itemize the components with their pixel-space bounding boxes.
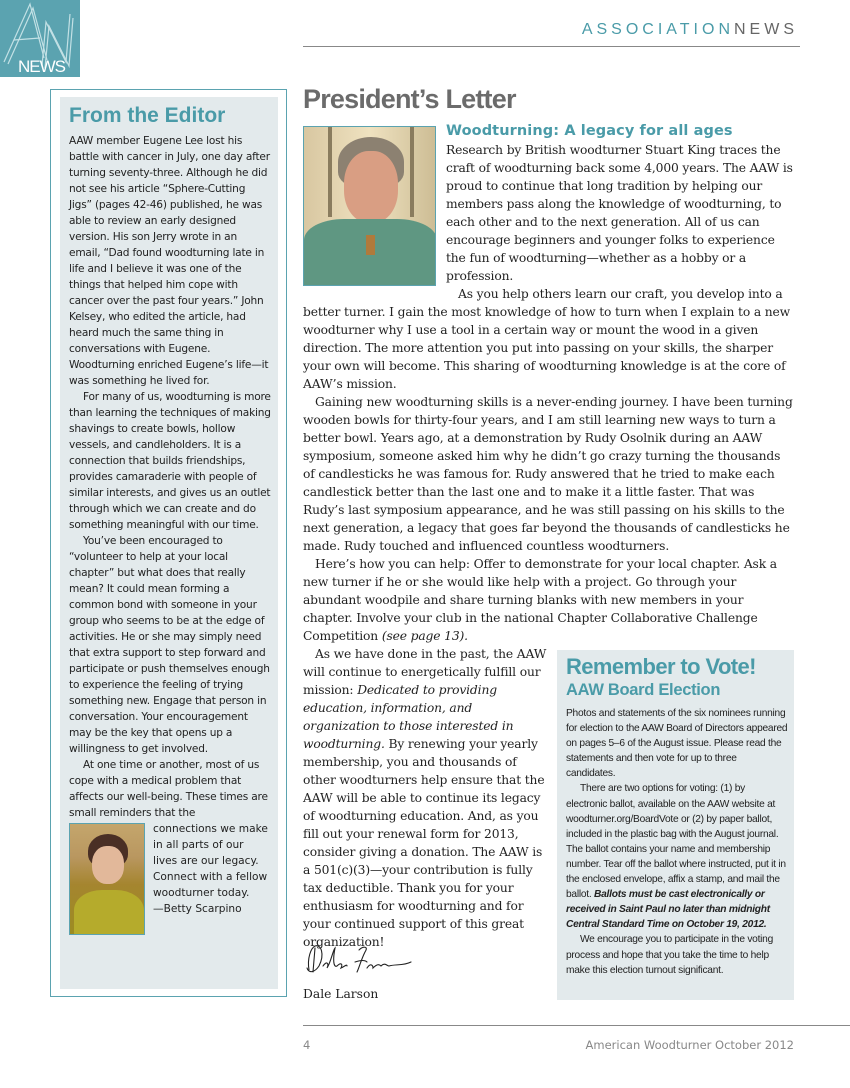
dale-larson-signature — [303, 940, 413, 980]
dale-larson-photo — [303, 126, 436, 286]
letter-paragraph — [303, 555, 795, 645]
page-number: 4 — [303, 1038, 311, 1052]
vote-paragraph — [566, 781, 788, 932]
vote-reminder-box — [557, 650, 794, 1000]
editor-paragraph: At one time or another, most of us cope with a medical problem that affects our well-being. These times are small reminders that the — [69, 759, 268, 819]
mission-rest: By renewing your yearly membership, you and thousands of other woodturners help ensure that the AAW will be able to continue its legacy of woodturning education. And, as you fill out your renewal form for 2013, consider giving a donation. The AAW is a 501(c)(3)—your contribution is fully tax deductible. Thank you for your enthusiasm for woodturning and for your continued support of this great organization! — [303, 737, 545, 949]
logo-news-text: NEWS — [18, 57, 65, 76]
vote-paragraph: We encourage you to participate in the voting process and hope that you take the time to help make this election turnout significant. — [566, 934, 774, 976]
vote-paragraph: Photos and statements of the six nominees running for election to the AAW Board of Directors appeared on pages 5–6 of the August issue. Please read the statements and then vote for up to three candidates. — [566, 708, 788, 780]
page-title: President’s Letter — [303, 84, 516, 114]
ballot-deadline: Ballots must be cast electronically or received in Saint Paul no later than midnight Central Standard Time on October 19, 2012. — [566, 889, 770, 931]
editor-title: From the Editor — [69, 104, 226, 127]
signer-name: Dale Larson — [303, 987, 379, 1001]
letter-paragraph: Gaining new woodturning skills is a never-ending journey. I have been turning wooden bowls for thirty-four years, and I am still learning new ways to turn a better bowl. Years ago, at a demonstration by Rudy Osolnik during an AAW symposium, someone asked him why he didn’t go crazy turning the thousands of candlesticks he was famous for. Rudy answered that he tried to make each candlestick better than the last one and to make it a little faster. That was Rudy’s last symposium appearance, and he was still passing on his skills to the next generation, a legacy that goes far beyond the thousands of candlesticks he made. Rudy touched and influenced countless woodturners. — [303, 395, 793, 553]
editor-column — [60, 97, 278, 989]
section-title-news: NEWS — [734, 21, 798, 38]
editor-paragraph: You’ve been encouraged to “volunteer to help at your local chapter” but what does that really mean? It could mean forming a common bond with someone in your group who seems to be at the edge of activities. He or she may simply need that extra support to step forward and participate or push themselves enough to experience the feeling of trying something new. Engage that person in conversation. Your encouragement may be the key that opens up a willingness to get involved. — [69, 535, 270, 755]
letter-subhead: Woodturning: A legacy for all ages — [446, 123, 733, 139]
vote-subtitle: AAW Board Election — [566, 681, 721, 699]
editor-closing — [69, 821, 271, 935]
an-news-logo — [0, 0, 80, 77]
letter-paragraph: As you help others learn our craft, you develop into a better turner. I gain the most knowledge of how to turn when I explain to a new woodturner why I use a tool in a certain way or mount the wood in a given direction. The more attention you put into passing on your skills, the sharper your own will become. This sharing of woodturning knowledge is at the core of AAW’s mission. — [303, 287, 791, 391]
vote-options-text: There are two options for voting: (1) by electronic ballot, available on the AAW website at woodturner.org/BoardVote or (2) by paper ballot, included in the plastic bag with the August journal. The ballot contains your name and membership number. Tear off the ballot where instructed, put it in the enclosed envelope, affix a stamp, and mail the ballot. — [566, 783, 786, 901]
mission-statement: Dedicated to providing education, information, and organization to those interested in woodturning. — [303, 683, 514, 751]
publication-info: American Woodturner October 2012 — [585, 1038, 794, 1052]
section-title-association: ASSOCIATION — [581, 21, 734, 38]
vote-title: Remember to Vote! — [566, 654, 756, 679]
editor-paragraph: For many of us, woodturning is more than learning the techniques of making shavings to create bowls, hollow vessels, and candleholders. It is a connection that builds friendships, provides camaraderie with people of similar interests, and gives us an outlet through which we can create and do something meaningful with our time. — [69, 391, 271, 531]
section-title — [582, 20, 798, 40]
editor-closing-text — [153, 821, 271, 935]
mission-lead: As we have done in the past, the AAW will continue to energetically fulfill our mission: — [303, 647, 547, 697]
letter-body — [303, 285, 795, 645]
editor-paragraph: AAW member Eugene Lee lost his battle with cancer in July, one day after turning seventy-three. Although he did not see his article “Sphere-Cutting Jigs” (pages 42-46) published, he was able to review an early designed version. His son Jerry wrote in an email, “Dad found woodturning late in life and I believe it was one of the things that helped him cope with cancer over the past four years.” John Kelsey, who edited the article, had heard much the same thing in conversations with Eugene. Woodturning enriched Eugene’s life—it was something he lived for. — [69, 135, 270, 387]
header-divider — [303, 46, 800, 47]
page-reference: (see page 13). — [381, 629, 468, 643]
footer-divider — [303, 1025, 850, 1026]
editor-signoff: —Betty Scarpino — [153, 903, 242, 915]
letter-paragraph: Research by British woodturner Stuart King traces the craft of woodturning back some 4,000 years. The AAW is proud to continue that long tradition by helping our members pass along the knowledge of woodturning, to each other and to the next generation. All of us can encourage beginners and younger folks to experience the fun of woodturning—whether as a hobby or a profession. — [446, 143, 793, 283]
help-text: Here’s how you can help: Offer to demonstrate for your local chapter. Ask a new turner if he or she would like help with a project. Go through your abundant woodpile and share turning blanks with new members in your chapter. Involve your club in the national Chapter Collaborative Challenge Competition — [303, 557, 777, 643]
betty-scarpino-photo — [69, 823, 145, 935]
letter-paragraph — [303, 645, 548, 951]
editor-closing-paragraph: connections we make in all parts of our lives are our legacy. Connect with a fellow woodturner today. — [153, 823, 268, 899]
letter-mission — [303, 645, 548, 951]
letter-intro — [446, 141, 796, 285]
